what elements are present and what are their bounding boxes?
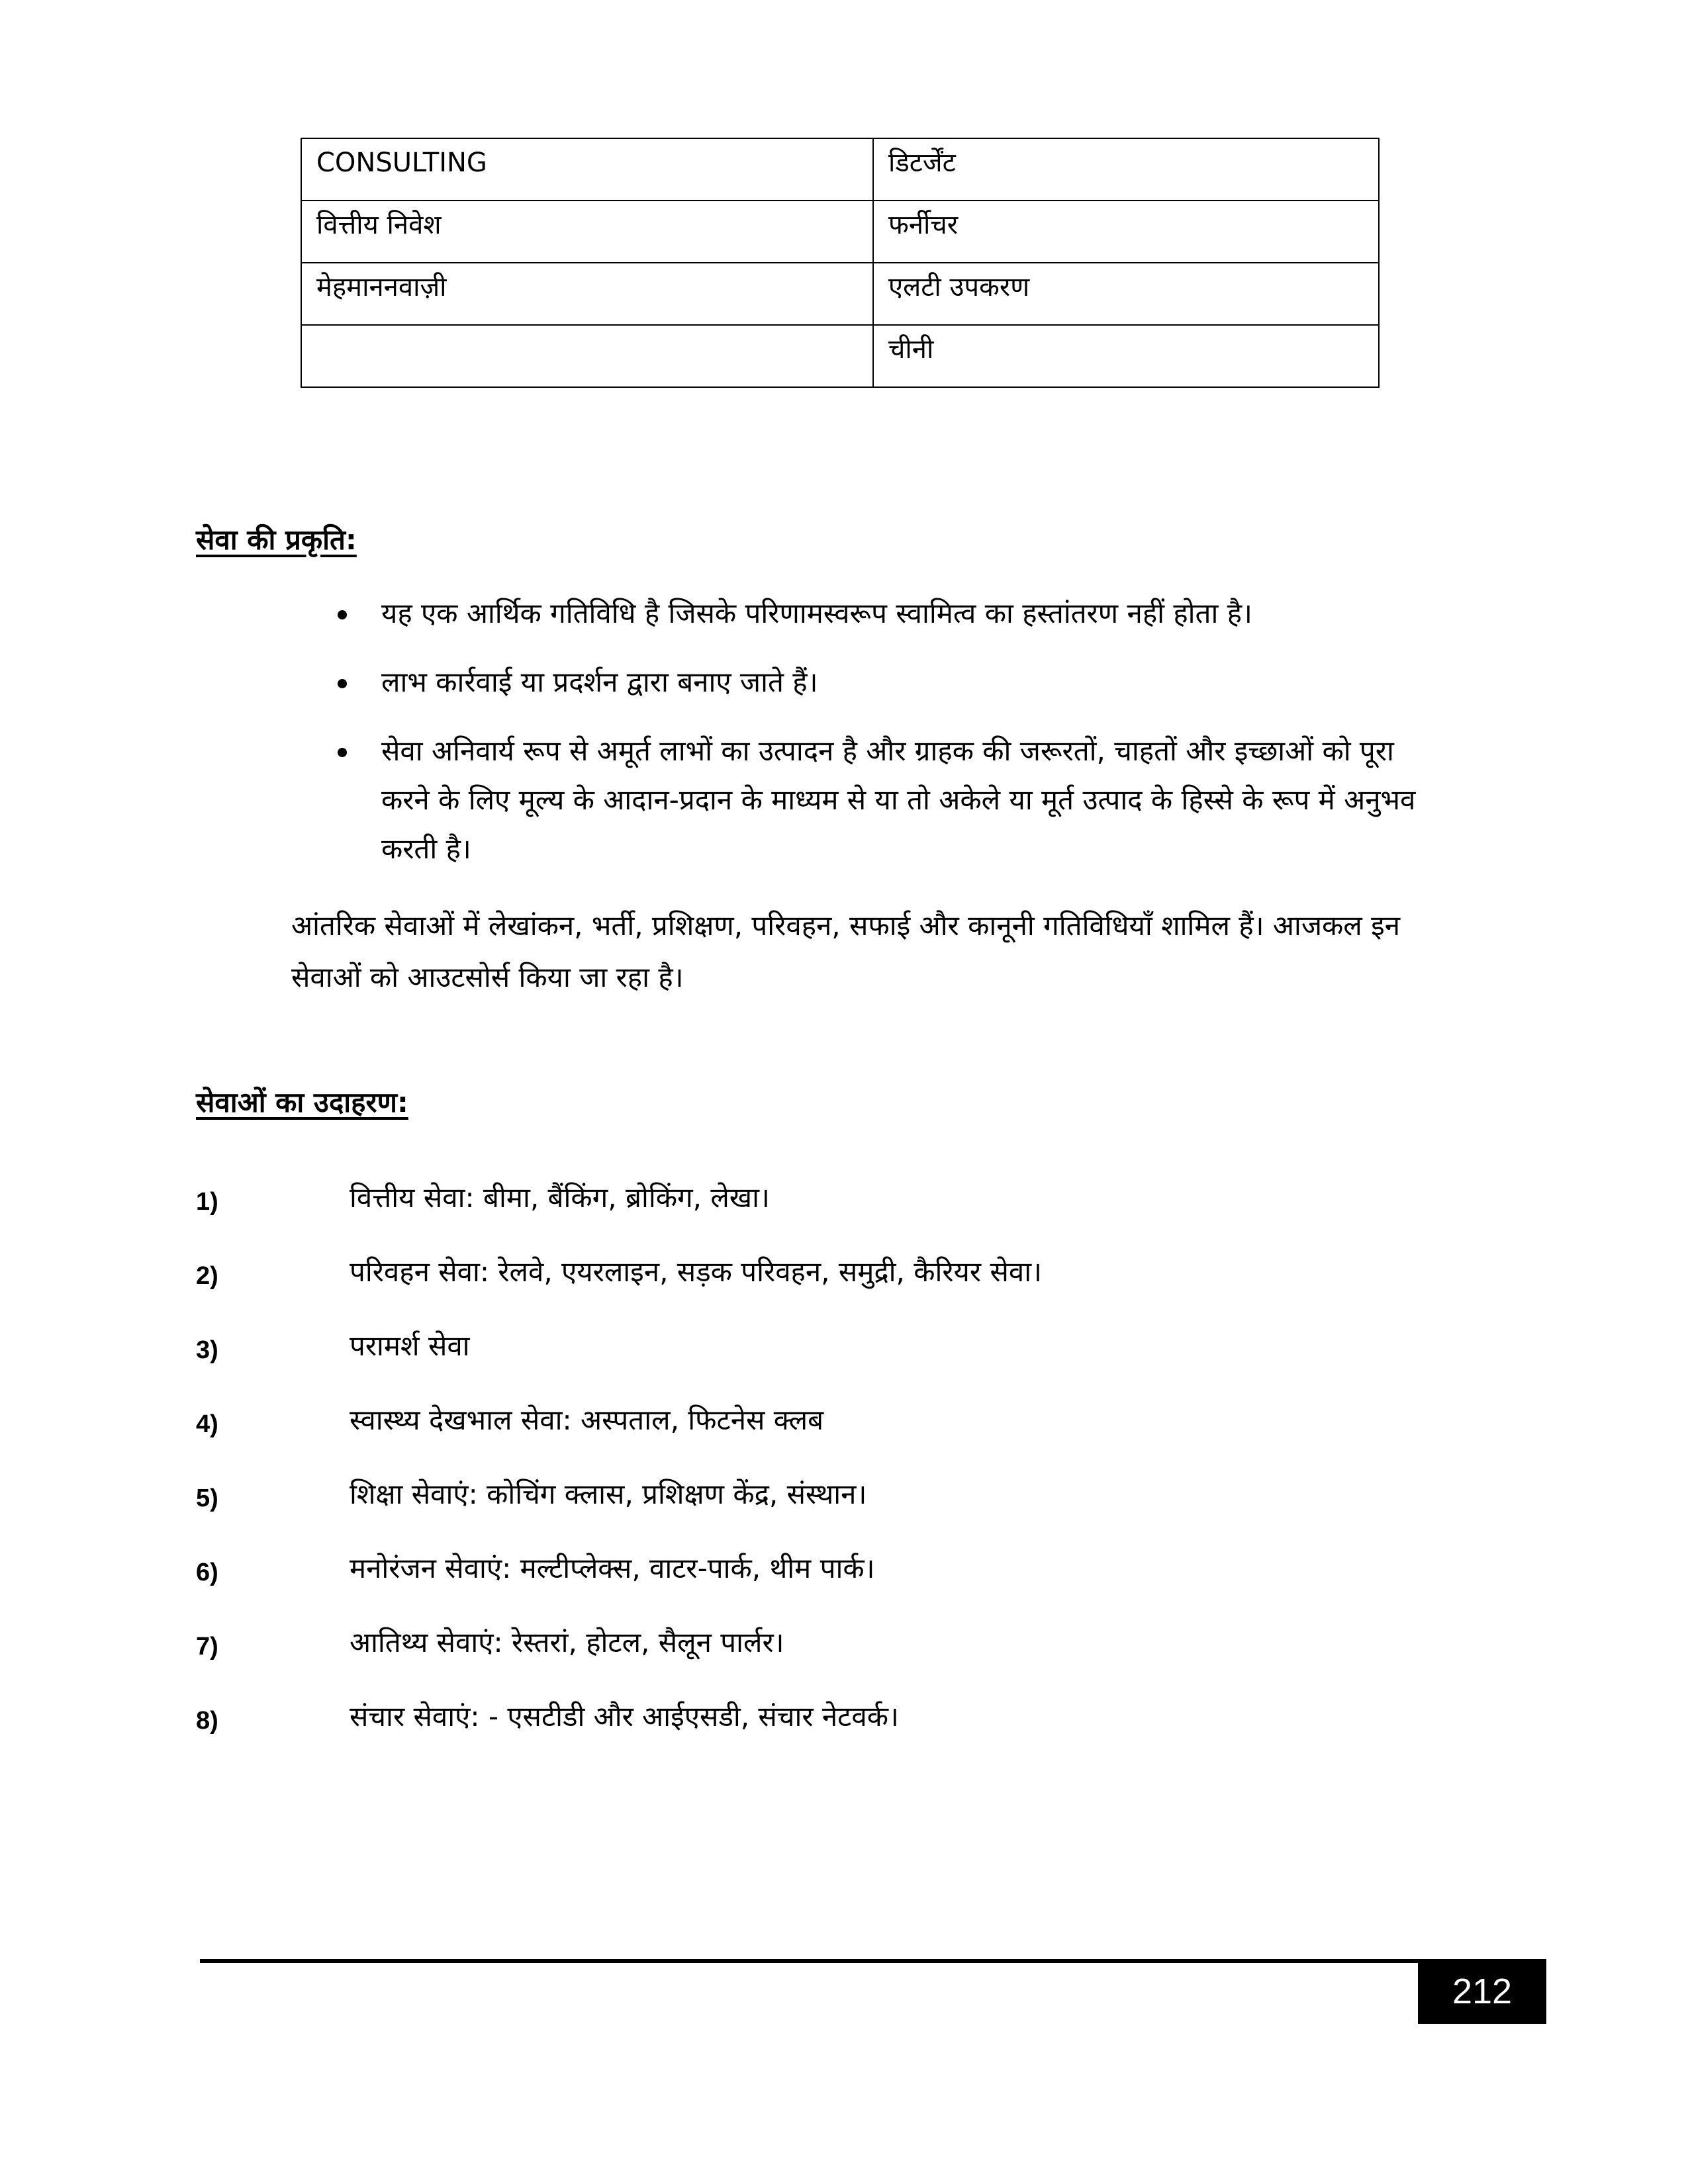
- page-number: 212: [1418, 1959, 1546, 2024]
- item-text: शिक्षा सेवाएं: कोचिंग क्लास, प्रशिक्षण केंद्र, संस्थान।: [350, 1478, 867, 1510]
- item-number: 5): [196, 1484, 218, 1512]
- table-cell: CONSULTING: [301, 138, 873, 201]
- table-row: [301, 325, 1379, 387]
- table-cell: चीनी: [873, 325, 1379, 387]
- list-item: लाभ कार्रवाई या प्रदर्शन द्वारा बनाए जाते हैं।: [336, 658, 1448, 707]
- table-cell: मेहमाननवाज़ी: [301, 263, 873, 325]
- list-item: [196, 1475, 1454, 1549]
- examples-heading: सेवाओं का उदाहरण:: [196, 1086, 408, 1118]
- item-text: परामर्श सेवा: [350, 1330, 470, 1362]
- item-text: परिवहन सेवा: रेलवे, एयरलाइन, सड़क परिवहन, समुद्री, कैरियर सेवा।: [350, 1255, 1042, 1288]
- table-cell: डिटर्जेंट: [873, 138, 1379, 201]
- list-item: [196, 1326, 1454, 1400]
- item-text: स्वास्थ्य देखभाल सेवा: अस्पताल, फिटनेस क्लब: [350, 1404, 824, 1436]
- list-item: [196, 1178, 1454, 1252]
- item-number: 8): [196, 1707, 218, 1735]
- table-cell: फर्नीचर: [873, 201, 1379, 263]
- item-text: आतिथ्य सेवाएं: रेस्तरां, होटल, सैलून पार्लर।: [350, 1626, 784, 1659]
- item-number: 4): [196, 1410, 218, 1438]
- table-row: [301, 201, 1379, 263]
- list-item: [196, 1400, 1454, 1475]
- list-item: [196, 1549, 1454, 1623]
- list-item: [196, 1697, 1454, 1771]
- table-row: [301, 138, 1379, 201]
- list-item: [196, 1623, 1454, 1697]
- internal-services-paragraph: आंतरिक सेवाओं में लेखांकन, भर्ती, प्रशिक्षण, परिवहन, सफाई और कानूनी गतिविधियाँ शामिल हैं। आजकल इन सेवाओं को आउटसोर्स किया जा रहा है।: [291, 909, 1401, 993]
- comparison-table: [301, 138, 1380, 388]
- nature-bullet-list: [336, 589, 1448, 893]
- list-item: सेवा अनिवार्य रूप से अमूर्त लाभों का उत्पादन है और ग्राहक की जरूरतों, चाहतों और इच्छाओं को पूरा करने के लिए मूल्य के आदान-प्रदान के माध्यम से या तो अकेले या मूर्त उत्पाद के हिस्से के रूप में अनुभव करती है।: [336, 727, 1448, 874]
- item-number: 1): [196, 1188, 218, 1216]
- examples-list: [196, 1178, 1454, 1771]
- nature-heading: सेवा की प्रकृति:: [196, 523, 357, 556]
- item-text: संचार सेवाएं: - एसटीडी और आईएसडी, संचार नेटवर्क।: [350, 1700, 899, 1733]
- item-number: 3): [196, 1336, 218, 1364]
- table-cell: एलटी उपकरण: [873, 263, 1379, 325]
- table-cell: वित्तीय निवेश: [301, 201, 873, 263]
- item-number: 2): [196, 1262, 218, 1290]
- list-item: [196, 1252, 1454, 1326]
- item-text: मनोरंजन सेवाएं: मल्टीप्लेक्स, वाटर-पार्क, थीम पार्क।: [350, 1552, 875, 1584]
- list-item: यह एक आर्थिक गतिविधि है जिसके परिणामस्वरूप स्वामित्व का हस्तांतरण नहीं होता है।: [336, 589, 1448, 638]
- footer-rule: [200, 1959, 1418, 1963]
- item-number: 7): [196, 1633, 218, 1661]
- item-number: 6): [196, 1559, 218, 1586]
- table-row: [301, 263, 1379, 325]
- table-cell: [301, 325, 873, 387]
- item-text: वित्तीय सेवा: बीमा, बैंकिंग, ब्रोकिंग, लेखा।: [350, 1181, 770, 1214]
